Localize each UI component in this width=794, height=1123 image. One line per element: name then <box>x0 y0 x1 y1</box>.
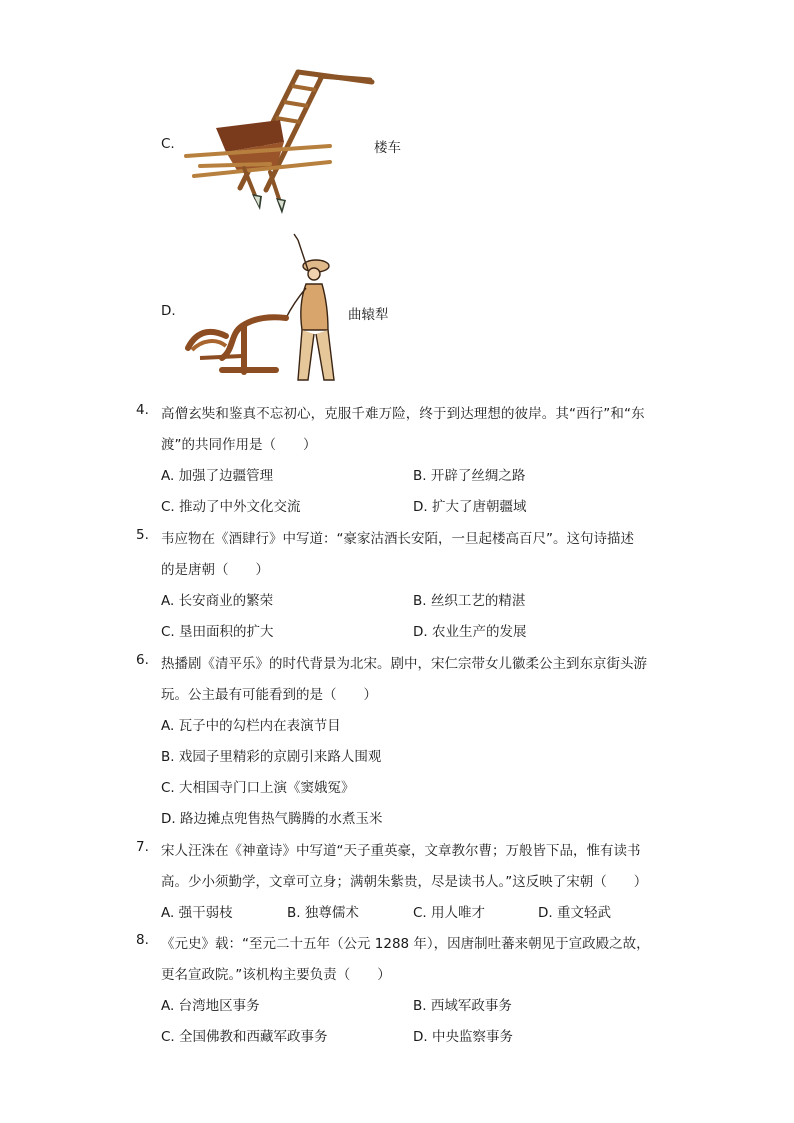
question-5-line-1: 韦应物在《酒肆行》中写道：“豪家沽酒长安陌，一旦起楼高百尺”。这句诗描述 <box>161 531 634 547</box>
option-c-caption: 楼车 <box>374 140 401 156</box>
question-6-option-c[interactable]: C. 大相国寺门口上演《窦娥冤》 <box>161 780 355 796</box>
question-7-option-d[interactable]: D. 重文轻武 <box>538 905 611 921</box>
question-4-line-1: 高僧玄奘和鉴真不忘初心，克服千难万险，终于到达理想的彼岸。其“西行”和“东 <box>161 406 645 422</box>
question-5-option-c[interactable]: C. 垦田面积的扩大 <box>161 624 274 640</box>
question-7-option-c[interactable]: C. 用人唯才 <box>413 905 486 921</box>
wooden-seed-drill-illustration <box>180 68 380 216</box>
question-5-option-b[interactable]: B. 丝织工艺的精湛 <box>413 593 526 609</box>
question-4-option-a[interactable]: A. 加强了边疆管理 <box>161 468 274 484</box>
question-6-line-2: 玩。公主最有可能看到的是（ ） <box>161 687 377 703</box>
question-5-option-d[interactable]: D. 农业生产的发展 <box>413 624 527 640</box>
question-8-option-b[interactable]: B. 西域军政事务 <box>413 998 512 1014</box>
question-7-number: 7. <box>136 839 149 855</box>
question-8-option-c[interactable]: C. 全国佛教和西藏军政事务 <box>161 1029 328 1045</box>
question-4-number: 4. <box>136 402 149 418</box>
question-6-option-a[interactable]: A. 瓦子中的勾栏内在表演节目 <box>161 718 341 734</box>
question-6-line-1: 热播剧《清平乐》的时代背景为北宋。剧中，宋仁宗带女儿徽柔公主到东京街头游 <box>161 656 647 672</box>
question-7-option-a[interactable]: A. 强干弱枝 <box>161 905 233 921</box>
question-5-line-2: 的是唐朝（ ） <box>161 562 269 578</box>
question-6-number: 6. <box>136 652 149 668</box>
question-8-option-d[interactable]: D. 中央监察事务 <box>413 1029 513 1045</box>
farmer-with-curved-plough-illustration <box>182 230 342 386</box>
question-4-line-2: 渡”的共同作用是（ ） <box>161 437 317 453</box>
question-4-option-b[interactable]: B. 开辟了丝绸之路 <box>413 468 526 484</box>
question-8-number: 8. <box>136 932 149 948</box>
option-c-letter: C. <box>161 136 175 152</box>
question-7-line-2: 高。少小须勤学，文章可立身；满朝朱紫贵，尽是读书人。”这反映了宋朝（ ） <box>161 874 648 890</box>
option-d-caption: 曲辕犁 <box>348 307 389 323</box>
question-7-line-1: 宋人汪洙在《神童诗》中写道“天子重英豪，文章教尔曹；万般皆下品，惟有读书 <box>161 843 641 859</box>
question-6-option-b[interactable]: B. 戏园子里精彩的京剧引来路人围观 <box>161 749 382 765</box>
option-d-letter: D. <box>161 303 176 319</box>
question-6-option-d[interactable]: D. 路边摊点兜售热气腾腾的水煮玉米 <box>161 811 383 827</box>
question-5-number: 5. <box>136 527 149 543</box>
question-4-option-c[interactable]: C. 推动了中外文化交流 <box>161 499 301 515</box>
question-5-option-a[interactable]: A. 长安商业的繁荣 <box>161 593 274 609</box>
question-4-option-d[interactable]: D. 扩大了唐朝疆域 <box>413 499 527 515</box>
question-8-line-1: 《元史》载：“至元二十五年（公元 1288 年），因唐制吐蕃来朝见于宣政殿之故， <box>161 936 650 952</box>
question-8-option-a[interactable]: A. 台湾地区事务 <box>161 998 260 1014</box>
question-8-line-2: 更名宣政院。”该机构主要负责（ ） <box>161 967 391 983</box>
question-7-option-b[interactable]: B. 独尊儒术 <box>287 905 359 921</box>
